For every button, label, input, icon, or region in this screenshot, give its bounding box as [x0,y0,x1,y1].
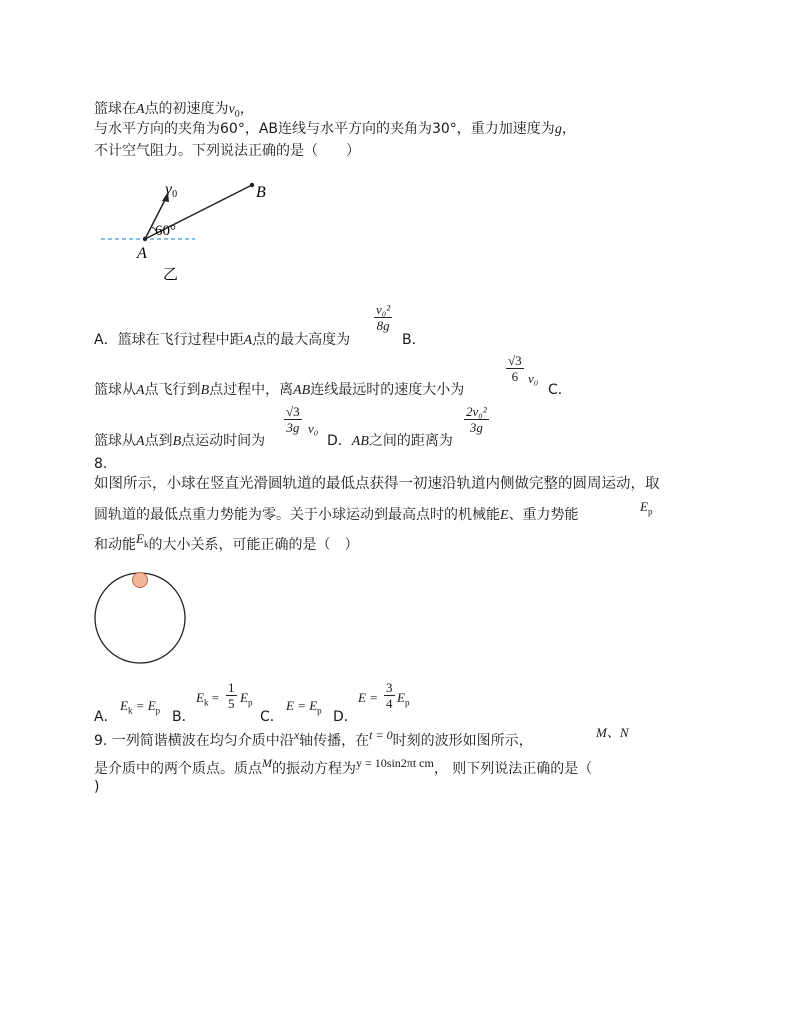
q7-option-a-fraction: $\frac{\text{v₀²}}{8g}$ [376,302,391,333]
q7-option-a: A．篮球在飞行过程中距A点的最大高度为 [94,332,351,348]
q7-option-d-fraction: $\frac{\text{2v₀²}}{3g}$ [466,404,487,435]
q9-line-3: ) [94,779,100,795]
q8-option-c-expr: $E = E_p$ [286,698,322,716]
label-angle: 60° [155,223,176,239]
q9-mn-label: M、N [596,725,629,740]
q9-line-1: 9. 一列简谐横波在均匀介质中沿x轴传播，在t = 0时刻的波形如图所示， [94,728,533,749]
q8-line-1: 如图所示，小球在竖直光滑圆轨道的最低点获得一初速沿轨道内侧做完整的圆周运动，取 [94,476,660,492]
q8-option-b-fraction: $\frac{1}{5}$ [228,680,235,711]
q8-line-2: 圆轨道的最低点重力势能为零。关于小球运动到最高点时的机械能E、重力势能 [94,507,579,523]
q8-option-a-expr: $E_k = E_p$ [120,698,161,716]
q7-option-b-fraction: $\frac{√3}{6}$ [508,353,522,384]
q7-option-c-var: v₀ [308,421,319,436]
q8-option-d-lhs: E = [358,690,378,705]
intro-line-2: 与水平方向的夹角为60°，AB连线与水平方向的夹角为30°，重力加速度为g， [94,121,576,137]
q7-option-b: 篮球从A点飞行到B点过程中，离AB连线最远时的速度大小为 [94,382,465,398]
intro-line-3: 不计空气阻力。下列说法正确的是（ ） [94,143,360,159]
q8-option-d-rhs: $E_p$ [397,690,410,708]
intro-line-1: 篮球在A点的初速度为$v_0$， [94,101,254,120]
point-b-dot [250,183,254,187]
point-a-dot [143,237,147,241]
q8-option-b-rhs: $E_p$ [240,690,253,708]
label-v0: v0 [165,181,178,200]
circle-track-figure [92,568,192,668]
q8-line-3: 和动能$E_k$的大小关系，可能正确的是（ ） [94,531,359,553]
q8-option-b-label: B． [172,709,196,725]
q7-option-d: D．AB之间的距离为 [327,433,453,449]
q9-line-2: 是介质中的两个质点。质点M的振动方程为y = 10sin2πt cm， 则下列说法正确的是（ [94,756,593,777]
label-a: A [137,245,147,262]
q7-option-c: 篮球从A点到B点运动时间为 [94,433,266,449]
q8-option-d-fraction: $\frac{3}{4}$ [386,680,393,711]
q7-option-c-label: C． [548,382,572,398]
q8-ep-symbol: $E_p$ [640,499,653,517]
figure-caption: 乙 [163,267,179,283]
q7-option-b-var: v₀ [528,371,539,386]
q8-option-d-label: D． [333,709,358,725]
projectile-figure [95,172,285,287]
q8-option-a-label: A． [94,709,118,725]
q7-option-b-label: B． [402,332,426,348]
q7-option-c-fraction: $\frac{√3}{3g}$ [286,404,300,435]
q8-option-c-label: C． [260,709,284,725]
small-ball [133,573,148,588]
q8-option-b-expr: $E_k$ = [196,690,220,708]
label-b: B [256,184,266,201]
q8-number: 8. [94,456,108,472]
